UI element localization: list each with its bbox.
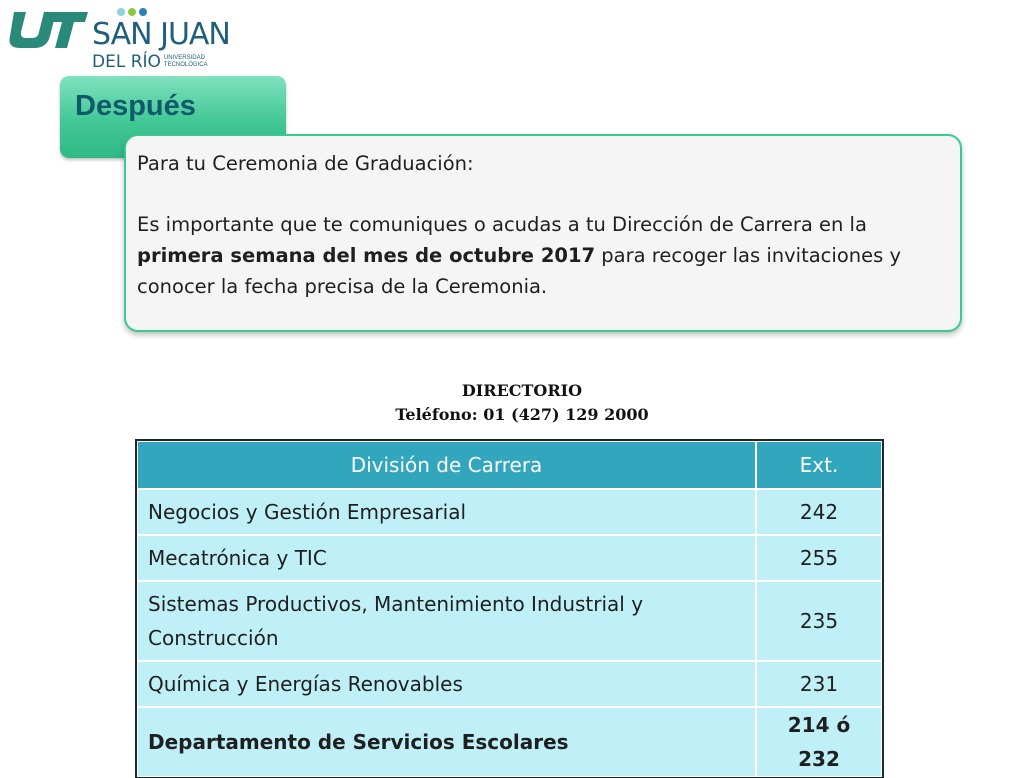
phone-label: Teléfono: [395,405,478,424]
table-header-row [137,441,882,489]
university-logo [8,6,238,72]
logo-name-line1: SAN JUAN [92,17,230,52]
ext-cell: 255 [756,535,882,581]
division-cell: Sistemas Productivos, Mantenimiento Industrial y Construcción [137,581,756,661]
division-cell: Negocios y Gestión Empresarial [137,489,756,535]
table-row [137,581,882,661]
directory-table [136,440,883,778]
card-paragraph [137,209,930,302]
phone-number: 01 (427) 129 2000 [483,405,649,424]
division-cell: Química y Energías Renovables [137,661,756,707]
logo-wordmark [92,8,230,72]
division-cell: Mecatrónica y TIC [137,535,756,581]
ext-cell: 214 ó 232 [756,707,882,777]
ut-logo-mark [8,8,90,52]
card-para-bold: primera semana del mes de octubre 2017 [137,244,596,267]
directory-phone [0,405,1024,424]
logo-small-text [164,55,208,69]
info-card-text [137,148,930,302]
ext-cell: 231 [756,661,882,707]
ext-cell: 242 [756,489,882,535]
logo-small-line1: UNIVERSIDAD [163,55,205,61]
info-card [124,134,962,332]
logo-name-line2 [92,52,208,72]
logo-small-line2: TECNOLÓGICA [163,62,208,68]
card-para-start: Es importante que te comuniques o acudas a tu Dirección de Carrera en la [137,213,867,236]
table-row [137,661,882,707]
ext-cell: 235 [756,581,882,661]
column-header-ext: Ext. [756,441,882,489]
table-row [137,489,882,535]
table-row [137,707,882,777]
card-para-end: para recoger las invitaciones y conocer la fecha precisa de la Ceremonia. [137,244,902,298]
section-title: Después [75,90,196,122]
logo-name-del-rio: DEL RÍO [92,52,161,72]
card-heading: Para tu Ceremonia de Graduación: [137,152,474,175]
division-cell: Departamento de Servicios Escolares [137,707,756,777]
column-header-division: División de Carrera [137,441,756,489]
directory-title: DIRECTORIO [461,381,583,400]
table-row [137,535,882,581]
